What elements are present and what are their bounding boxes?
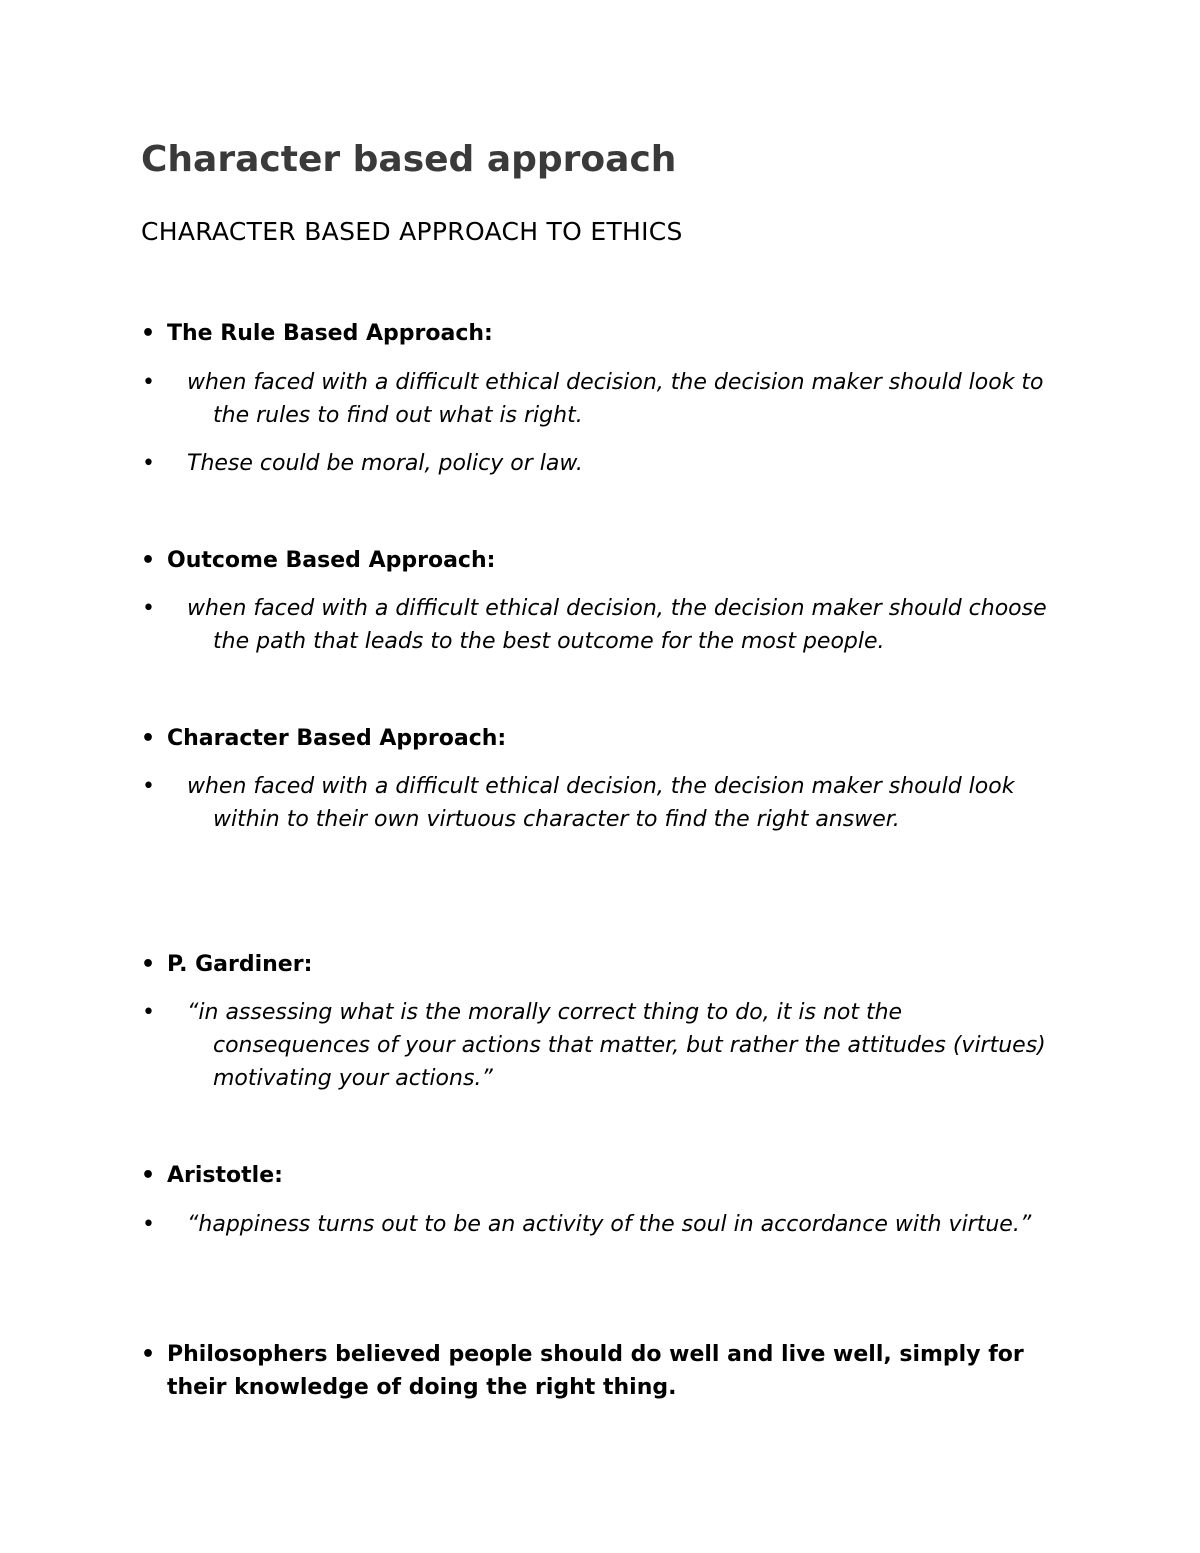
section-item-text: when faced with a difficult ethical decision, the decision maker should look within to their own virtuous character to find the right answer. bbox=[187, 774, 1015, 832]
bullet-icon: • bbox=[142, 774, 155, 799]
section-heading-text: The Rule Based Approach: bbox=[167, 321, 493, 346]
bullet-icon: • bbox=[142, 1000, 155, 1025]
document-title: Character based approach bbox=[141, 139, 677, 180]
section-heading-text: P. Gardiner: bbox=[167, 952, 313, 977]
section-item bbox=[141, 447, 1061, 480]
bullet-icon: • bbox=[141, 548, 156, 573]
bullet-icon: • bbox=[142, 596, 155, 621]
section-item-text: when faced with a difficult ethical decision, the decision maker should choose the path that leads to the best outcome for the most people. bbox=[187, 596, 1047, 654]
section-item-quote bbox=[141, 1208, 1061, 1241]
section-item-text: when faced with a difficult ethical decision, the decision maker should look to the rules to find out what is right. bbox=[187, 370, 1044, 428]
section-item bbox=[141, 592, 1061, 658]
section-heading-text: Character Based Approach: bbox=[167, 726, 507, 751]
bullet-icon: • bbox=[142, 451, 155, 476]
bullet-icon: • bbox=[141, 1342, 156, 1367]
section-heading-text: Philosophers believed people should do well and live well, simply for their knowledge of doing the right thing. bbox=[167, 1342, 1024, 1400]
bullet-icon: • bbox=[141, 1163, 156, 1188]
bullet-icon: • bbox=[142, 370, 155, 395]
section-heading-gardiner bbox=[141, 948, 1061, 981]
section-heading-philosophers bbox=[141, 1338, 1061, 1404]
bullet-icon: • bbox=[141, 726, 156, 751]
section-heading-rule-based bbox=[141, 317, 1061, 350]
section-item bbox=[141, 770, 1061, 836]
bullet-icon: • bbox=[141, 321, 156, 346]
section-item-quote bbox=[141, 996, 1061, 1095]
bullet-icon: • bbox=[142, 1212, 155, 1237]
section-item-text: “happiness turns out to be an activity of the soul in accordance with virtue.” bbox=[187, 1212, 1032, 1237]
section-heading-character-based bbox=[141, 722, 1061, 755]
document-subtitle: CHARACTER BASED APPROACH TO ETHICS bbox=[141, 217, 683, 246]
bullet-icon: • bbox=[141, 952, 156, 977]
section-heading-text: Outcome Based Approach: bbox=[167, 548, 496, 573]
section-item bbox=[141, 366, 1061, 432]
section-heading-aristotle bbox=[141, 1159, 1061, 1192]
section-heading-text: Aristotle: bbox=[167, 1163, 283, 1188]
section-item-text: These could be moral, policy or law. bbox=[187, 451, 583, 476]
section-heading-outcome-based bbox=[141, 544, 1061, 577]
section-item-text: “in assessing what is the morally correct thing to do, it is not the consequences of your actions that matter, but rather the attitudes (virtues) motivating your actions.” bbox=[187, 1000, 1046, 1091]
